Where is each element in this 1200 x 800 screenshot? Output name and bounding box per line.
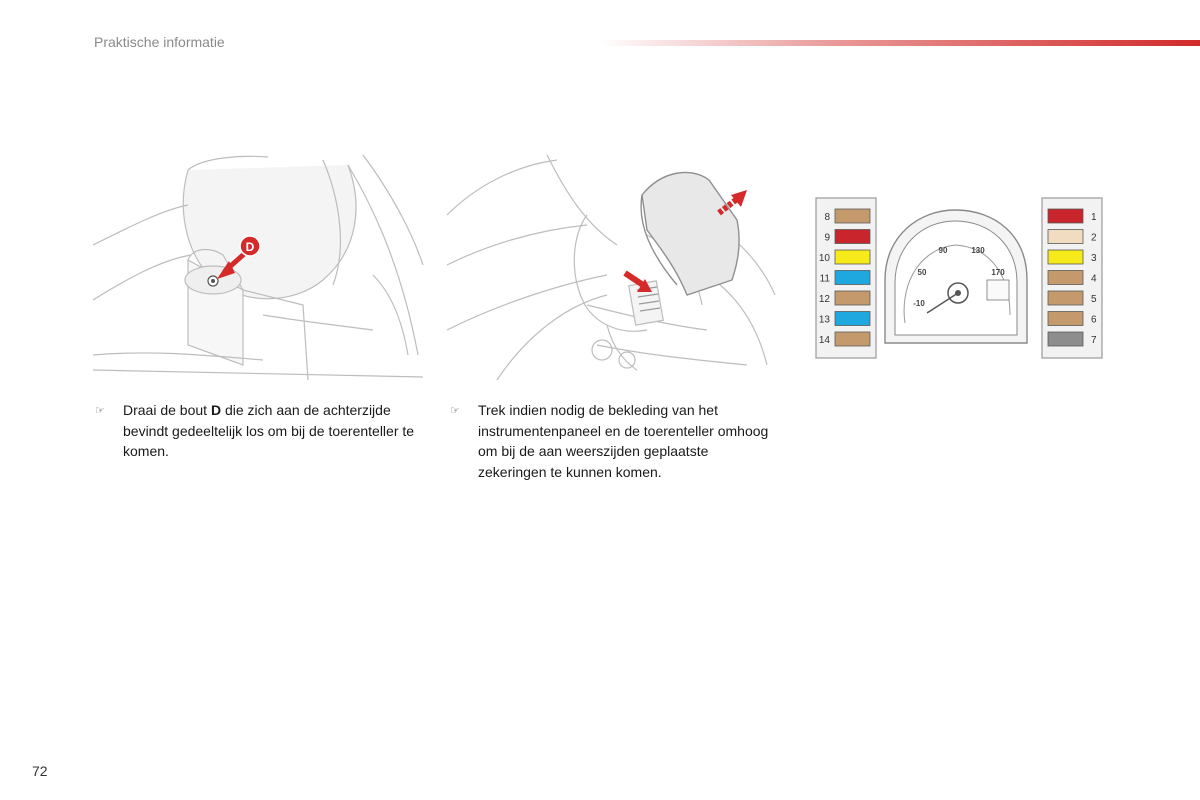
fuse-number-8: 8 (824, 212, 830, 223)
fuse-number-13: 13 (818, 314, 830, 326)
instruction-1-post: die zich aan de achterzijde bevindt gedeeltelijk los om bij de toerenteller te komen. (123, 402, 415, 459)
fuse-panel-diagram (815, 195, 1097, 360)
instruction-1-pre: Draai de bout (123, 402, 211, 418)
fuse-13 (835, 312, 870, 326)
fuse-6 (1048, 312, 1083, 326)
instruction-1-bolt-label: D (210, 402, 222, 418)
fuse-number-10: 10 (818, 253, 830, 264)
header-accent-bar (600, 40, 1200, 46)
hand-pointer-icon: ☞ (95, 405, 105, 417)
gauge-label: 170 (991, 268, 1005, 277)
hand-pointer-icon: ☞ (450, 405, 460, 417)
page-number: 72 (32, 763, 48, 779)
fuse-7 (1048, 332, 1083, 346)
callout-d-label: D (245, 240, 255, 254)
fuse-number-6: 6 (1091, 314, 1097, 326)
fuse-9 (835, 230, 870, 244)
fuse-number-7: 7 (1091, 335, 1097, 346)
fuse-3 (1048, 250, 1083, 264)
fuse-10 (835, 250, 870, 264)
fuse-number-9: 9 (824, 232, 830, 244)
gauge-label: 50 (917, 268, 927, 277)
fuse-4 (1048, 271, 1083, 285)
instruction-2-text: Trek indien nodig de bekleding van het instrumentenpaneel en de toerenteller omhoog om bij de aan weerszijden geplaatste zekeringen te kunnen komen. (478, 402, 769, 480)
fuse-number-2: 2 (1091, 232, 1097, 244)
fuse-number-4: 4 (1091, 273, 1097, 285)
instruction-1 (95, 400, 415, 462)
gauge-label: -10 (913, 299, 925, 308)
illustration-cluster-removal (447, 155, 775, 380)
fuse-14 (835, 332, 870, 346)
gauge-label: 130 (971, 246, 985, 255)
fuse-5 (1048, 291, 1083, 305)
fuse-number-11: 11 (819, 273, 830, 285)
instruction-2 (450, 400, 770, 482)
fuse-1 (1048, 209, 1083, 223)
fuse-12 (835, 291, 870, 305)
gauge-label: 90 (938, 246, 948, 255)
fuse-number-3: 3 (1091, 253, 1097, 264)
instruction-1-text (123, 400, 415, 462)
fuse-number-14: 14 (818, 335, 830, 346)
fuse-number-5: 5 (1091, 294, 1097, 305)
illustration-bolt-d (93, 155, 423, 380)
fuse-number-12: 12 (818, 294, 830, 305)
fuse-11 (835, 271, 870, 285)
fuse-number-1: 1 (1091, 212, 1097, 223)
section-title: Praktische informatie (94, 34, 225, 50)
fuse-8 (835, 209, 870, 223)
fuse-2 (1048, 230, 1083, 244)
